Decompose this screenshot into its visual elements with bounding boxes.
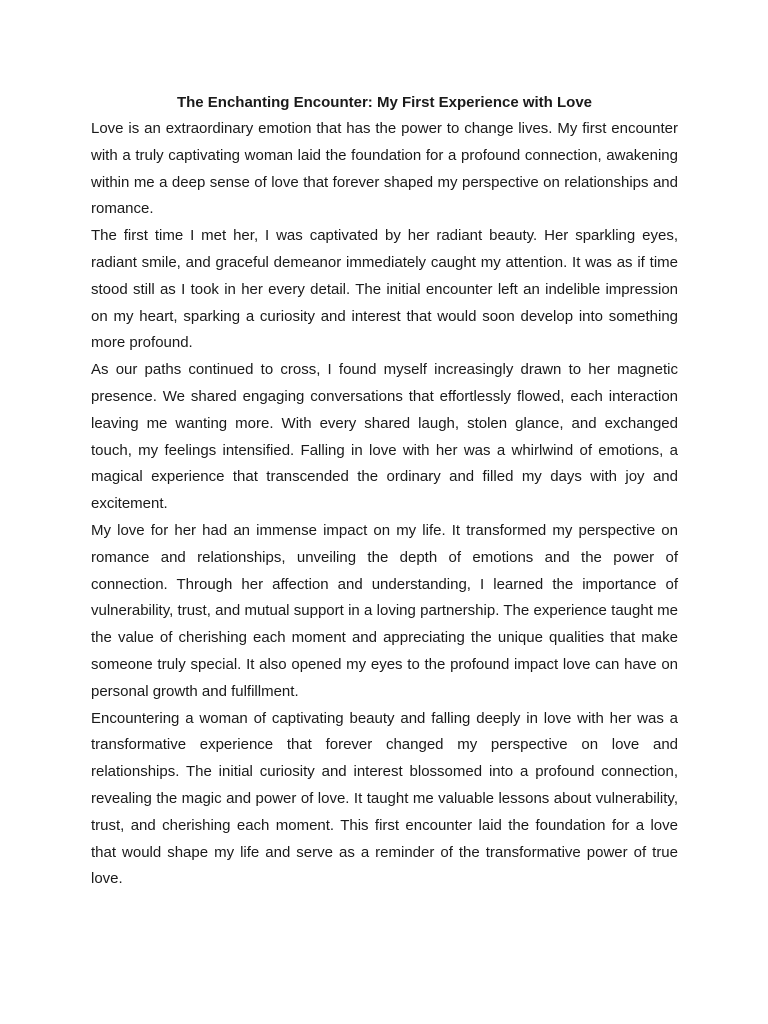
paragraph-4: My love for her had an immense impact on my life. It transformed my perspective on romance and relationships, unveiling the depth of emotions and the power of connection. Through her affection and understanding, I learned the importance of vulnerability, trust, and mutual support in a loving partnership. The experience taught me the value of cherishing each moment and appreciating the unique qualities that make someone truly special. It also opened my eyes to the profound impact love can have on personal growth and fulfillment. bbox=[91, 521, 678, 700]
paragraph-2: The first time I met her, I was captivated by her radiant beauty. Her sparkling eyes, radiant smile, and graceful demeanor immediately caught my attention. It was as if time stood still as I took in her every detail. The initial encounter left an indelible impression on my heart, sparking a curiosity and interest that would soon develop into something more profound. bbox=[91, 227, 678, 352]
paragraph-1: Love is an extraordinary emotion that has the power to change lives. My first encounter with a truly captivating woman laid the foundation for a profound connection, awakening within me a deep sense of love that forever shaped my perspective on relationships and romance. bbox=[91, 120, 678, 218]
paragraph-3: As our paths continued to cross, I found myself increasingly drawn to her magnetic presence. We shared engaging conversations that effortlessly flowed, each interaction leaving me wanting more. With every shared laugh, stolen glance, and exchanged touch, my feelings intensified. Falling in love with her was a whirlwind of emotions, a magical experience that transcended the ordinary and filled my days with joy and excitement. bbox=[91, 361, 678, 513]
document-title: The Enchanting Encounter: My First Experience with Love bbox=[176, 94, 593, 111]
paragraph-5: Encountering a woman of captivating beauty and falling deeply in love with her was a transformative experience that forever changed my perspective on love and relationships. The initial curiosity and interest blossomed into a profound connection, revealing the magic and power of love. It taught me valuable lessons about vulnerability, trust, and cherishing each moment. This first encounter laid the foundation for a love that would shape my life and serve as a reminder of the transformative power of true love. bbox=[91, 709, 678, 888]
document-body bbox=[91, 92, 678, 893]
